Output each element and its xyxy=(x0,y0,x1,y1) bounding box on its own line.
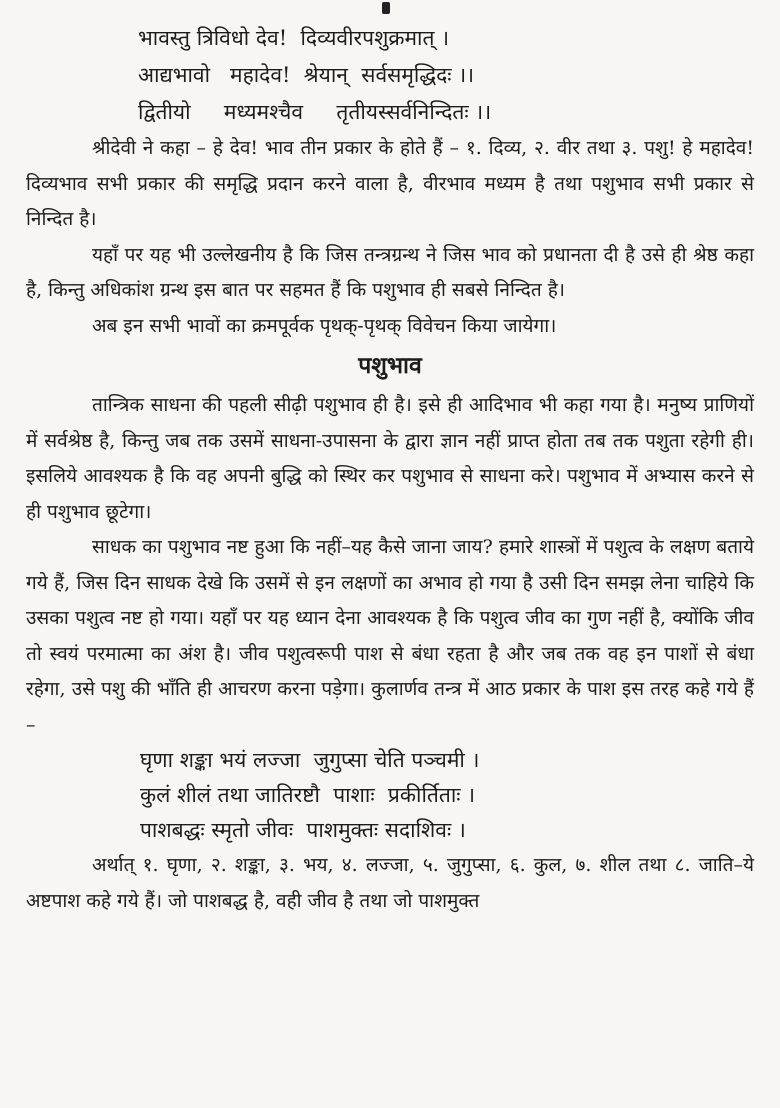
paragraph: अर्थात् १. घृणा, २. शङ्का, ३. भय, ४. लज्जा, ५. जुगुप्सा, ६. कुल, ७. शील तथा ८. जाति–ये अष्टपाश कहे गये हैं। जो पाशबद्ध है, वही जीव है तथा जो पाशमुक्त xyxy=(26,854,754,912)
verse-line: भावस्तु त्रिविधो देव! दिव्यवीरपशुक्रमात् । xyxy=(138,26,450,50)
paragraph: साधक का पशुभाव नष्ट हुआ कि नहीं–यह कैसे जाना जाय? हमारे शास्त्रों में पशुत्व के लक्षण बताये गये हैं, जिस दिन साधक देखे कि उसमें से इन लक्षणों का अभाव हो गया है उसी दिन समझ लेना चाहिये कि उसका पशुत्व नष्ट हो गया। यहाँ पर यह ध्यान देना आवश्यक है कि पशुत्व जीव का गुण नहीं है, क्योंकि जीव तो स्वयं परमात्मा का अंश है। जीव पशुत्वरूपी पाश से बंधा रहता है और जब तक वह इन पाशों से बंधा रहेगा, उसे पशु की भाँति ही आचरण करना पड़ेगा। कुलार्णव तन्त्र में आठ प्रकार के पाश इस तरह कहे गये हैं – xyxy=(26,536,754,736)
verse-block-2 xyxy=(26,743,754,848)
verse-line: कुलं शीलं तथा जातिरष्टौ पाशाः प्रकीर्तिताः । xyxy=(140,783,476,807)
verse-line: आद्यभावो महादेव! श्रेयान् सर्वसमृद्धिदः ।। xyxy=(138,63,475,87)
paragraph: अब इन सभी भावों का क्रमपूर्वक पृथक्-पृथक् विवेचन किया जायेगा। xyxy=(92,314,557,337)
paragraph: तान्त्रिक साधना की पहली सीढ़ी पशुभाव ही है। इसे ही आदिभाव भी कहा गया है। मनुष्य प्राणियों में सर्वश्रेष्ठ है, किन्तु जब तक उसमें साधना-उपासना के द्वारा ज्ञान नहीं प्राप्त होता तब तक पशुता रहेगी ही। इसलिये आवश्यक है कि वह अपनी बुद्धि को स्थिर कर पशुभाव से साधना करे। पशुभाव में अभ्यास करने से ही पशुभाव छूटेगा। xyxy=(26,394,754,523)
section-heading: पशुभाव xyxy=(358,352,422,379)
verse-block-1 xyxy=(26,20,754,131)
paragraph: श्रीदेवी ने कहा – हे देव! भाव तीन प्रकार के होते हैं – १. दिव्य, २. वीर तथा ३. पशु! हे महादेव! दिव्यभाव सभी प्रकार की समृद्धि प्रदान करने वाला है, वीरभाव मध्यम है तथा पशुभाव सभी प्रकार से निन्दित है। xyxy=(26,137,754,230)
paragraph: यहाँ पर यह भी उल्लेखनीय है कि जिस तन्त्रग्रन्थ ने जिस भाव को प्रधानता दी है उसे ही श्रेष्ठ कहा है, किन्तु अधिकांश ग्रन्थ इस बात पर सहमत हैं कि पशुभाव ही सबसे निन्दित है। xyxy=(26,243,754,301)
verse-line: घृणा शङ्का भयं लज्जा जुगुप्सा चेति पञ्चमी । xyxy=(140,748,480,772)
verse-line: द्वितीयो मध्यमश्चैव तृतीयस्सर्वनिन्दितः ।। xyxy=(138,100,492,124)
verse-line: पाशबद्धः स्मृतो जीवः पाशमुक्तः सदाशिवः । xyxy=(140,818,466,842)
top-ink-mark xyxy=(382,2,390,14)
